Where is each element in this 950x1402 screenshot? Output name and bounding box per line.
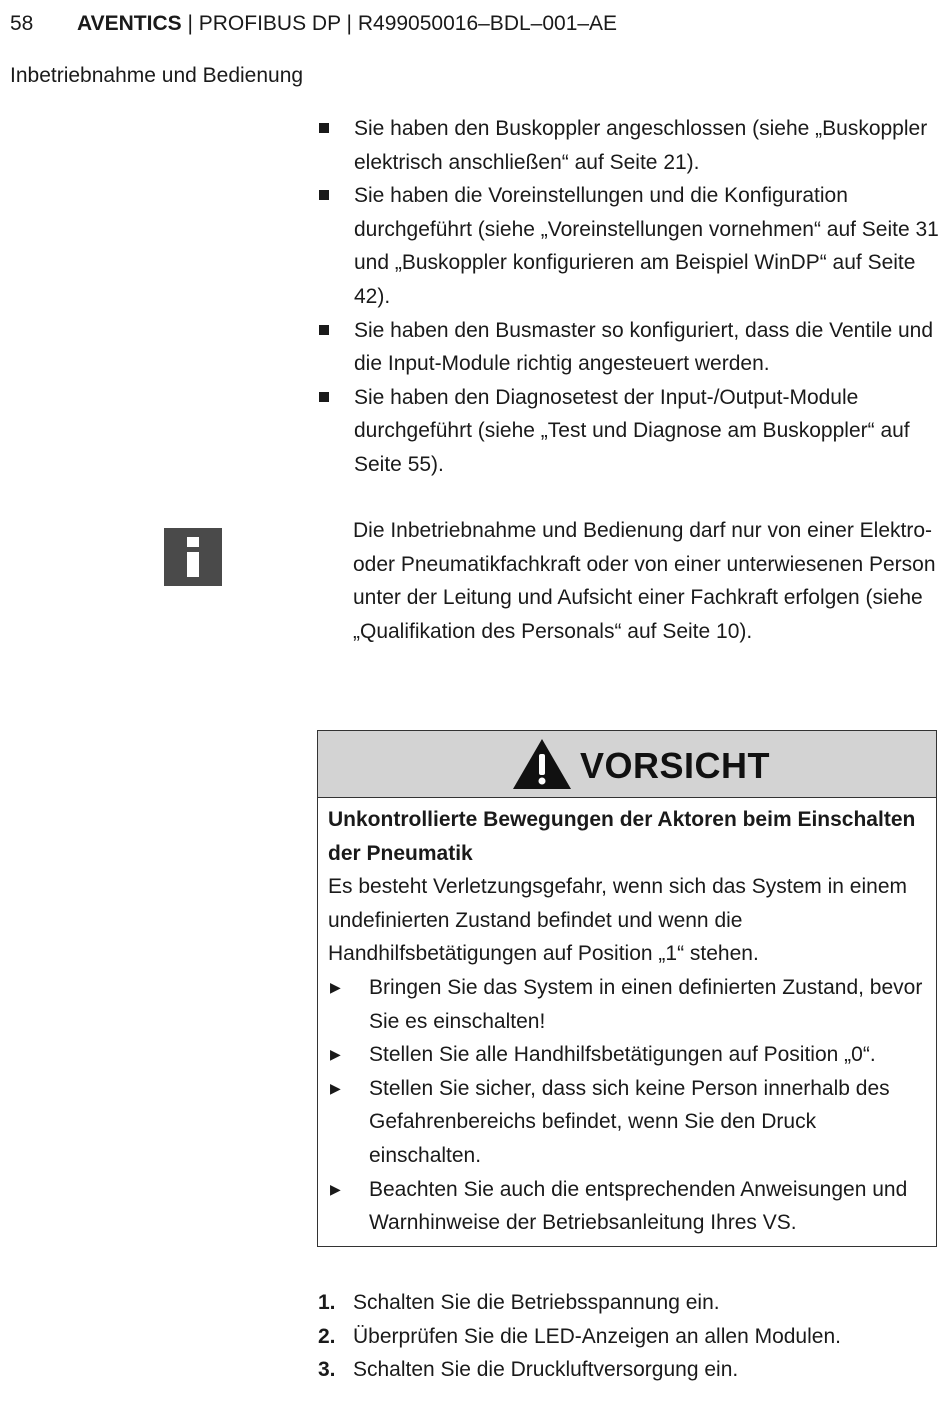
- list-item: [318, 381, 943, 482]
- list-item-text: Sie haben die Voreinstellungen und die Konfiguration durchgeführt (siehe „Voreinstellungen vornehmen“ auf Seite 31 und „Buskoppler konfigurieren am Beispiel WinDP“ auf Seite 42).: [354, 184, 939, 308]
- warning-text: Es besteht Verletzungsgefahr, wenn sich das System in einem undefinierten Zustand befindet und wenn die Handhilfsbetätigungen auf Position „1“ stehen.: [328, 875, 907, 966]
- info-icon: [164, 528, 222, 586]
- list-item-text: Beachten Sie auch die entsprechenden Anweisungen und Warnhinweise der Betriebsanleitung Ihres VS.: [369, 1177, 908, 1235]
- page-header: [10, 12, 617, 36]
- warning-header: [318, 731, 936, 798]
- warning-subtitle: Unkontrollierte Bewegungen der Aktoren beim Einschalten der Pneumatik: [328, 808, 916, 865]
- steps-list: [318, 1286, 841, 1387]
- step-text: Schalten Sie die Betriebsspannung ein.: [353, 1291, 720, 1314]
- step-number: 2.: [318, 1324, 336, 1348]
- warning-triangle-icon: [511, 737, 573, 791]
- list-item-text: Bringen Sie das System in einen definierten Zustand, bevor Sie es einschalten!: [369, 975, 923, 1033]
- info-note: Die Inbetriebnahme und Bedienung darf nur von einer Elektro- oder Pneumatikfachkraft oder von einer unterwiesenen Person unter der Leitung und Aufsicht einer Fachkraft erfolgen (siehe „Qualifikation des Personals“ auf Seite 10).: [353, 519, 936, 643]
- triangle-bullet-icon: ▶: [330, 1180, 341, 1197]
- square-bullet-icon: [319, 123, 329, 133]
- warning-actions: [328, 971, 926, 1240]
- step-text: Überprüfen Sie die LED-Anzeigen an allen Modulen.: [353, 1324, 841, 1348]
- warning-title: VORSICHT: [580, 745, 771, 786]
- list-item: [318, 112, 943, 179]
- section-title: Inbetriebnahme und Bedienung: [10, 64, 304, 87]
- list-item: [328, 1072, 926, 1173]
- triangle-bullet-icon: ▶: [330, 978, 341, 995]
- list-item: [328, 1173, 926, 1240]
- square-bullet-icon: [319, 392, 329, 402]
- step-item: [318, 1286, 841, 1320]
- prerequisites-list: [318, 112, 943, 482]
- list-item-text: Stellen Sie alle Handhilfsbetätigungen auf Position „0“.: [369, 1043, 876, 1067]
- warning-box: [317, 730, 937, 1247]
- step-item: [318, 1320, 841, 1354]
- step-text: Schalten Sie die Druckluftversorgung ein.: [353, 1358, 739, 1382]
- list-item: [328, 1038, 926, 1072]
- step-number: 1.: [318, 1291, 336, 1314]
- list-item: [328, 971, 926, 1038]
- brand-name: AVENTICS: [77, 12, 182, 35]
- square-bullet-icon: [319, 190, 329, 200]
- warning-body: [318, 798, 936, 1240]
- page-number: 58: [10, 12, 34, 35]
- list-item-text: Sie haben den Busmaster so konfiguriert, dass die Ventile und die Input-Module richtig angesteuert werden.: [354, 318, 934, 376]
- step-number: 3.: [318, 1358, 336, 1382]
- list-item-text: Sie haben den Buskoppler angeschlossen (siehe „Buskoppler elektrisch anschließen“ auf Seite 21).: [354, 117, 928, 174]
- triangle-bullet-icon: ▶: [330, 1079, 341, 1096]
- square-bullet-icon: [319, 325, 329, 335]
- list-item-text: Stellen Sie sicher, dass sich keine Person innerhalb des Gefahrenbereichs befindet, wenn Sie den Druck einschalten.: [369, 1076, 890, 1167]
- step-item: [318, 1353, 841, 1387]
- document-id: | PROFIBUS DP | R499050016–BDL–001–AE: [181, 12, 618, 35]
- list-item: [318, 314, 943, 381]
- list-item-text: Sie haben den Diagnosetest der Input-/Output-Module durchgeführt (siehe „Test und Diagnose am Buskoppler“ auf Seite 55).: [354, 385, 910, 476]
- list-item: [318, 179, 943, 313]
- triangle-bullet-icon: ▶: [330, 1046, 341, 1063]
